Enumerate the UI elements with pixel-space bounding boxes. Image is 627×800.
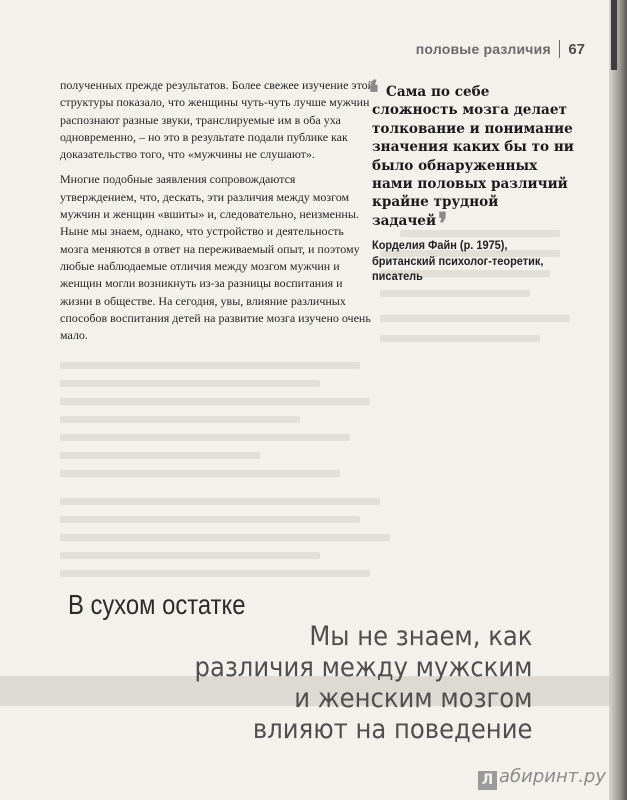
summary-line: и женским мозгом <box>293 683 532 714</box>
watermark <box>478 766 606 790</box>
summary-heading: В сухом остатке <box>68 589 246 620</box>
watermark-text: абиринт.ру <box>499 766 607 787</box>
summary-statement <box>194 621 532 745</box>
author-years: (р. 1975), <box>456 238 508 253</box>
pull-quote <box>368 74 577 285</box>
show-through-line <box>60 398 370 405</box>
show-through-line <box>60 516 360 523</box>
quote-text: Сама по себе сложность мозга делает толкование и понимание значения каких бы то ни было обнаруженных нами половых различий крайне трудной задачей <box>372 84 574 229</box>
paragraph: полученных прежде результатов. Более свежее изучение этой структуры показало, что женщины чуть-чуть лучше мужчин распознают разные звуки, транслируемые им в оба уха одновременно, – но это в результате подали публике как доказательство того, что «мужчины не слушают». <box>60 78 375 162</box>
show-through-line <box>60 434 350 441</box>
show-through-line <box>60 498 380 505</box>
show-through-line <box>380 290 530 297</box>
summary-line: влияют на поведение <box>252 714 533 745</box>
author-role: британский психолог-теоретик, <box>372 253 544 268</box>
page-edge-tab <box>611 0 617 70</box>
section-title: половые различия <box>415 41 551 57</box>
show-through-line <box>60 380 320 387</box>
close-quote-icon: ❜ <box>438 206 448 242</box>
paragraph: Многие подобные заявления сопровождаются утверждением, что, дескать, эти различия между мозгом мужчин и женщин «вшиты» и, следовательно, неизменны. Ныне мы знаем, однако, что устройство и деятельность мозга меняются в ответ на переживаемый опыт, и поэтому любые наблюдаемые отличия между мозгом мужчин и женщин могли возникнуть из-за разницы воспитания и жизни в обществе. На сегодня, увы, влияние различных способов воспитания детей на развитие мозга изучено очень мало. <box>60 172 371 343</box>
show-through-line <box>380 315 570 322</box>
header-divider <box>559 40 561 58</box>
running-header <box>416 40 585 58</box>
author-role: писатель <box>372 269 423 284</box>
main-text-column <box>60 77 375 352</box>
show-through-line <box>60 552 320 559</box>
show-through-line <box>60 470 340 477</box>
show-through-line <box>60 452 260 459</box>
quote-text-block <box>368 74 577 242</box>
open-quote-icon: ❛ <box>368 74 379 114</box>
watermark-logo-icon: Л <box>478 771 497 790</box>
show-through-line <box>60 416 300 423</box>
page-number: 67 <box>568 40 585 58</box>
show-through-line <box>60 534 390 541</box>
quote-attribution <box>372 238 579 285</box>
show-through-line <box>60 570 370 577</box>
summary-line: различия между мужским <box>194 652 532 683</box>
author-name: Корделия Файн <box>372 238 457 253</box>
show-through-line <box>60 362 360 369</box>
summary-line: Мы не знаем, как <box>308 621 532 652</box>
show-through-line <box>380 335 540 342</box>
